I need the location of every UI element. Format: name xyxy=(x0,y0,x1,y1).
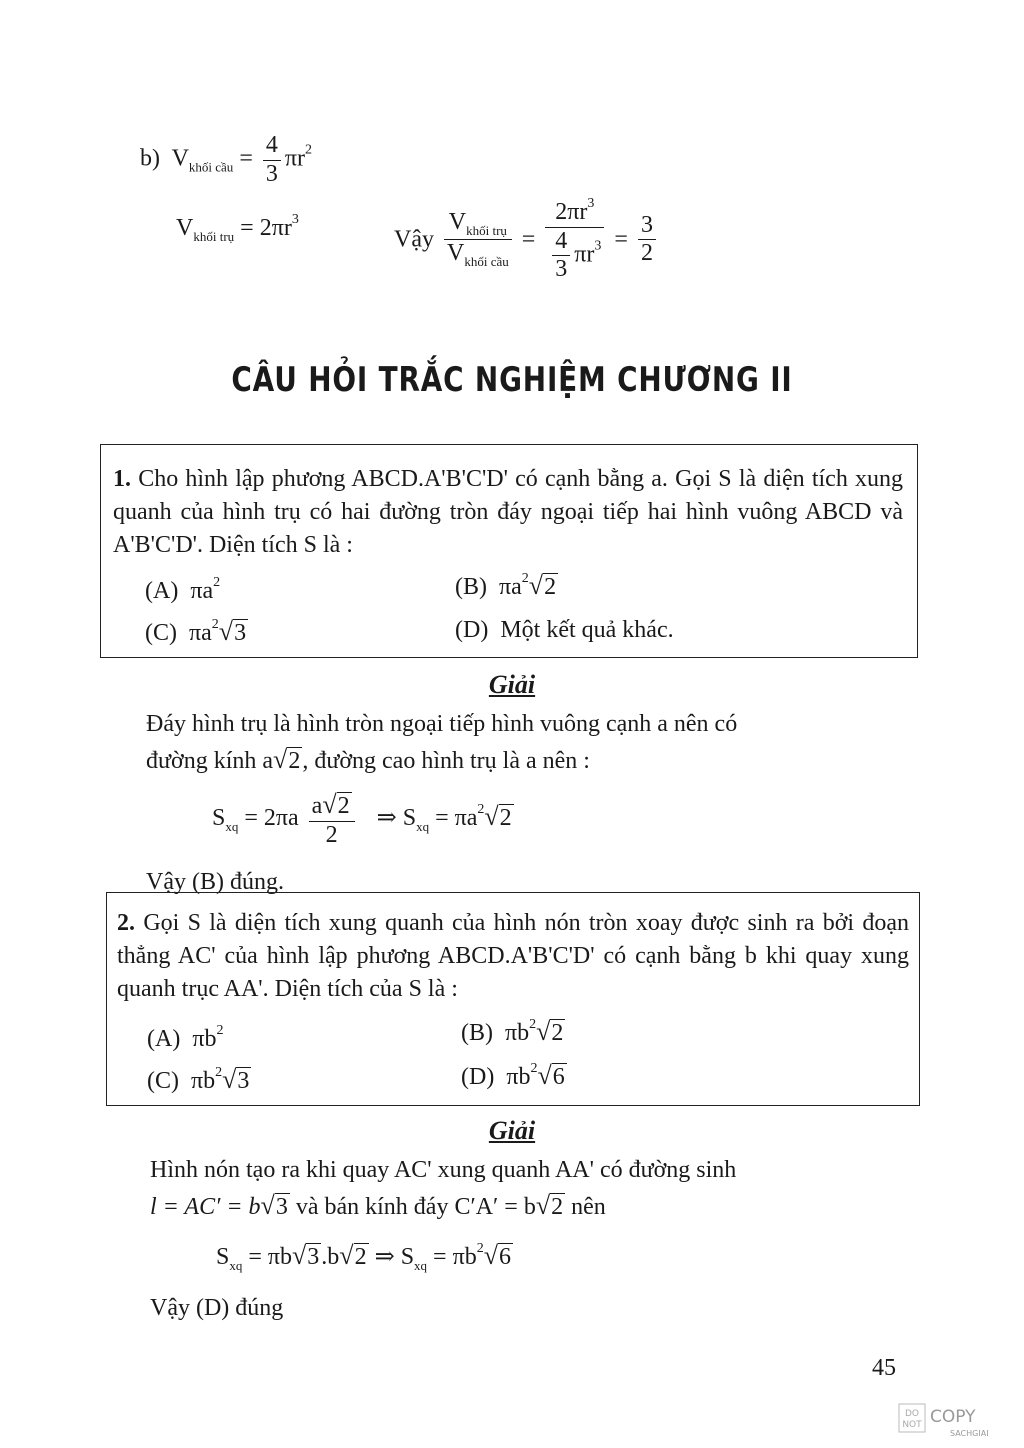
question-2-text: 2. Gọi S là diện tích xung quanh của hình nón tròn xoay được sinh ra bởi đoạn thẳng AC' của hình lập phương ABCD.A'B'C'D' có cạnh bằng b khi quay xung quanh trục AA'. Diện tích của S là : xyxy=(117,910,910,1002)
formula-sxq-2: $S_{xq} = \pi b√3.b√2$ ⇒ $S_{xq} = \pi b^2√6$ xyxy=(216,1241,511,1273)
fraction-4-3: $\frac{4}{3}$ xyxy=(263,132,281,188)
formula-sxq-1: $S_{xq} = 2\pi a$ $\frac{a√2}{2}$ ⇒ $S_{xq} = \pi a^2√2$ xyxy=(212,790,512,848)
question-1-text: 1. Cho hình lập phương ABCD.A'B'C'D' có cạnh bằng a. Gọi S là diện tích xung quanh của hình trụ có hai đường tròn đáy ngoại tiếp hai hình vuông ABCD và A'B'C'D'. Diện tích S là : xyxy=(113,466,904,558)
q2-option-a: (A) $\pi b^2$ xyxy=(147,1023,224,1052)
page-number: 45 xyxy=(872,1355,896,1381)
fraction-3-2: $\frac{3}{2}$ xyxy=(638,212,656,268)
solution-2-text: Hình nón tạo ra khi quay AC' xung quanh AA' có đường sinh l = AC′ = b√3 và bán kính đáy C′A′ = b√2 nên xyxy=(150,1157,737,1220)
solution-2-conclusion: Vậy (D) đúng xyxy=(150,1295,284,1321)
svg-text:COPY: COPY xyxy=(930,1407,976,1427)
formula-v-sphere: b) $V_{khối cầu}$ = $\frac{4}{3}$ $\pi r^2$ xyxy=(140,132,312,187)
q1-option-a: (A) $\pi a^2$ xyxy=(145,575,221,604)
question-1-box xyxy=(100,444,918,658)
fraction-v-ratio: $\frac{V_{khối trụ}}{V_{khối cầu}}$ xyxy=(444,209,512,270)
formula-volume-ratio: Vậy $\frac{V_{khối trụ}}{V_{khối cầu}}$ = $2\pi r^3$ $\frac{4}{3}$ $\pi r^3$ = $\frac{3}{2}$ xyxy=(394,196,660,284)
q1-option-c: (C) $\pi a^2√3$ xyxy=(145,617,247,646)
question-2-box xyxy=(106,892,920,1106)
solution-1-text: Đáy hình trụ là hình tròn ngoại tiếp hình vuông cạnh a nên có đường kính a√2, đường cao hình trụ là a nên : xyxy=(146,711,738,774)
svg-text:DO: DO xyxy=(904,1409,920,1419)
q2-option-c: (C) $\pi b^2√3$ xyxy=(147,1065,250,1094)
svg-text:SACHGIAI: SACHGIAI xyxy=(950,1429,989,1438)
q2-option-d: (D) $\pi b^2√6$ xyxy=(461,1061,565,1090)
formula-v-cylinder: $V_{khối trụ} = 2\pi r^3$ xyxy=(176,212,299,244)
q1-option-d: (D) Một kết quả khác. xyxy=(455,617,674,643)
q2-option-b: (B) $\pi b^2√2$ xyxy=(461,1017,564,1046)
svg-text:NOT: NOT xyxy=(902,1420,922,1430)
chapter-heading: CÂU HỎI TRẮC NGHIỆM CHƯƠNG II xyxy=(231,360,793,400)
q1-option-b: (B) $\pi a^2√2$ xyxy=(455,571,557,600)
solution-1-heading: Giải xyxy=(488,670,536,699)
fraction-2pir3: $2\pi r^3$ $\frac{4}{3}$ $\pi r^3$ xyxy=(545,196,604,284)
solution-1-conclusion: Vậy (B) đúng. xyxy=(146,869,284,895)
solution-2-heading: Giải xyxy=(488,1116,536,1145)
watermark-logo-icon xyxy=(898,1400,1010,1440)
watermark-stamp xyxy=(898,1400,1010,1440)
